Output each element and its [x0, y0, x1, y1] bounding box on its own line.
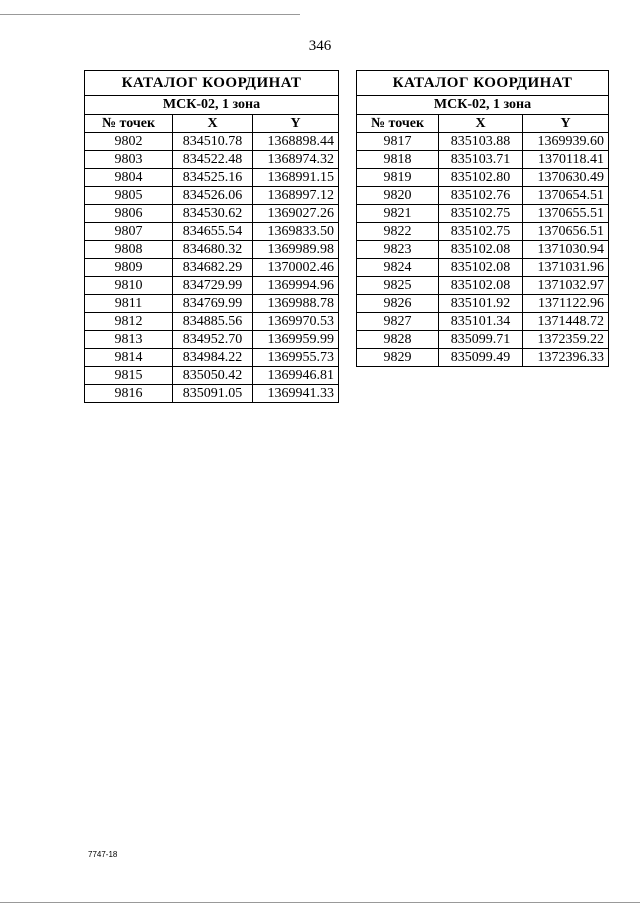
point-number-cell: 9802 [85, 133, 173, 151]
point-number-cell: 9821 [357, 205, 439, 223]
point-number-cell: 9811 [85, 295, 173, 313]
x-coordinate-cell: 834526.06 [173, 187, 253, 205]
point-number-cell: 9826 [357, 295, 439, 313]
y-coordinate-cell: 1370630.49 [523, 169, 609, 187]
table-row [85, 331, 339, 349]
x-coordinate-cell: 835099.71 [439, 331, 523, 349]
y-coordinate-cell: 1368991.15 [253, 169, 339, 187]
table-row [85, 241, 339, 259]
table-row [85, 205, 339, 223]
point-number-cell: 9814 [85, 349, 173, 367]
point-number-cell: 9823 [357, 241, 439, 259]
bottom-scan-line [0, 902, 640, 903]
y-coordinate-cell: 1368898.44 [253, 133, 339, 151]
table-row [357, 223, 609, 241]
x-coordinate-cell: 834769.99 [173, 295, 253, 313]
point-number-cell: 9808 [85, 241, 173, 259]
x-coordinate-cell: 835102.75 [439, 205, 523, 223]
top-scan-line [0, 14, 300, 15]
x-coordinate-cell: 834952.70 [173, 331, 253, 349]
x-coordinate-cell: 834525.16 [173, 169, 253, 187]
x-coordinate-cell: 835103.71 [439, 151, 523, 169]
point-number-cell: 9824 [357, 259, 439, 277]
point-number-cell: 9828 [357, 331, 439, 349]
y-coordinate-cell: 1370655.51 [523, 205, 609, 223]
y-coordinate-cell: 1371032.97 [523, 277, 609, 295]
coordinate-catalog-table-right [356, 70, 609, 367]
y-coordinate-cell: 1369988.78 [253, 295, 339, 313]
y-coordinate-cell: 1370656.51 [523, 223, 609, 241]
column-header-y: Y [253, 115, 339, 133]
table-row [85, 367, 339, 385]
table-subtitle: МСК-02, 1 зона [85, 96, 339, 115]
table-row [357, 295, 609, 313]
column-header-point-number: № точек [357, 115, 439, 133]
x-coordinate-cell: 835102.76 [439, 187, 523, 205]
y-coordinate-cell: 1371448.72 [523, 313, 609, 331]
y-coordinate-cell: 1371031.96 [523, 259, 609, 277]
column-header-x: X [439, 115, 523, 133]
y-coordinate-cell: 1371122.96 [523, 295, 609, 313]
x-coordinate-cell: 834522.48 [173, 151, 253, 169]
table-row [85, 385, 339, 403]
table-row [85, 187, 339, 205]
table-row [85, 169, 339, 187]
table-row [85, 151, 339, 169]
table-body [357, 133, 609, 367]
x-coordinate-cell: 835050.42 [173, 367, 253, 385]
column-header-y: Y [523, 115, 609, 133]
table-row [357, 313, 609, 331]
x-coordinate-cell: 834655.54 [173, 223, 253, 241]
point-number-cell: 9829 [357, 349, 439, 367]
point-number-cell: 9825 [357, 277, 439, 295]
x-coordinate-cell: 835099.49 [439, 349, 523, 367]
point-number-cell: 9805 [85, 187, 173, 205]
point-number-cell: 9806 [85, 205, 173, 223]
y-coordinate-cell: 1369959.99 [253, 331, 339, 349]
x-coordinate-cell: 834682.29 [173, 259, 253, 277]
table-row [85, 133, 339, 151]
x-coordinate-cell: 834729.99 [173, 277, 253, 295]
y-coordinate-cell: 1369994.96 [253, 277, 339, 295]
y-coordinate-cell: 1368974.32 [253, 151, 339, 169]
column-header-point-number: № точек [85, 115, 173, 133]
point-number-cell: 9816 [85, 385, 173, 403]
x-coordinate-cell: 835102.08 [439, 241, 523, 259]
table-row [85, 349, 339, 367]
table-title: КАТАЛОГ КООРДИНАТ [357, 71, 609, 96]
point-number-cell: 9820 [357, 187, 439, 205]
x-coordinate-cell: 834680.32 [173, 241, 253, 259]
table-body [85, 133, 339, 403]
x-coordinate-cell: 835102.75 [439, 223, 523, 241]
point-number-cell: 9807 [85, 223, 173, 241]
table-row [85, 313, 339, 331]
y-coordinate-cell: 1372359.22 [523, 331, 609, 349]
table-row [357, 349, 609, 367]
y-coordinate-cell: 1370002.46 [253, 259, 339, 277]
point-number-cell: 9809 [85, 259, 173, 277]
table-row [357, 169, 609, 187]
table-row [357, 187, 609, 205]
table-row [357, 259, 609, 277]
point-number-cell: 9818 [357, 151, 439, 169]
point-number-cell: 9819 [357, 169, 439, 187]
table-row [357, 331, 609, 349]
point-number-cell: 9804 [85, 169, 173, 187]
point-number-cell: 9827 [357, 313, 439, 331]
x-coordinate-cell: 835102.08 [439, 259, 523, 277]
x-coordinate-cell: 835102.08 [439, 277, 523, 295]
y-coordinate-cell: 1370118.41 [523, 151, 609, 169]
table-row [357, 205, 609, 223]
table-row [357, 133, 609, 151]
coordinate-catalog-table-left [84, 70, 339, 403]
point-number-cell: 9812 [85, 313, 173, 331]
y-coordinate-cell: 1369989.98 [253, 241, 339, 259]
y-coordinate-cell: 1371030.94 [523, 241, 609, 259]
x-coordinate-cell: 835101.34 [439, 313, 523, 331]
table-row [357, 277, 609, 295]
page-number: 346 [308, 38, 332, 54]
table-row [85, 295, 339, 313]
y-coordinate-cell: 1369941.33 [253, 385, 339, 403]
y-coordinate-cell: 1368997.12 [253, 187, 339, 205]
table-row [85, 277, 339, 295]
y-coordinate-cell: 1369833.50 [253, 223, 339, 241]
point-number-cell: 9810 [85, 277, 173, 295]
y-coordinate-cell: 1369939.60 [523, 133, 609, 151]
table-row [85, 259, 339, 277]
table-row [85, 223, 339, 241]
table-row [357, 151, 609, 169]
x-coordinate-cell: 834530.62 [173, 205, 253, 223]
point-number-cell: 9813 [85, 331, 173, 349]
point-number-cell: 9822 [357, 223, 439, 241]
footer-code: 7747-18 [88, 850, 118, 859]
x-coordinate-cell: 835101.92 [439, 295, 523, 313]
y-coordinate-cell: 1369946.81 [253, 367, 339, 385]
y-coordinate-cell: 1369955.73 [253, 349, 339, 367]
table-title: КАТАЛОГ КООРДИНАТ [85, 71, 339, 96]
y-coordinate-cell: 1369027.26 [253, 205, 339, 223]
table-row [357, 241, 609, 259]
table-subtitle: МСК-02, 1 зона [357, 96, 609, 115]
x-coordinate-cell: 835091.05 [173, 385, 253, 403]
y-coordinate-cell: 1370654.51 [523, 187, 609, 205]
x-coordinate-cell: 834885.56 [173, 313, 253, 331]
y-coordinate-cell: 1369970.53 [253, 313, 339, 331]
point-number-cell: 9815 [85, 367, 173, 385]
column-header-x: X [173, 115, 253, 133]
point-number-cell: 9803 [85, 151, 173, 169]
x-coordinate-cell: 834984.22 [173, 349, 253, 367]
point-number-cell: 9817 [357, 133, 439, 151]
x-coordinate-cell: 835103.88 [439, 133, 523, 151]
y-coordinate-cell: 1372396.33 [523, 349, 609, 367]
x-coordinate-cell: 834510.78 [173, 133, 253, 151]
x-coordinate-cell: 835102.80 [439, 169, 523, 187]
